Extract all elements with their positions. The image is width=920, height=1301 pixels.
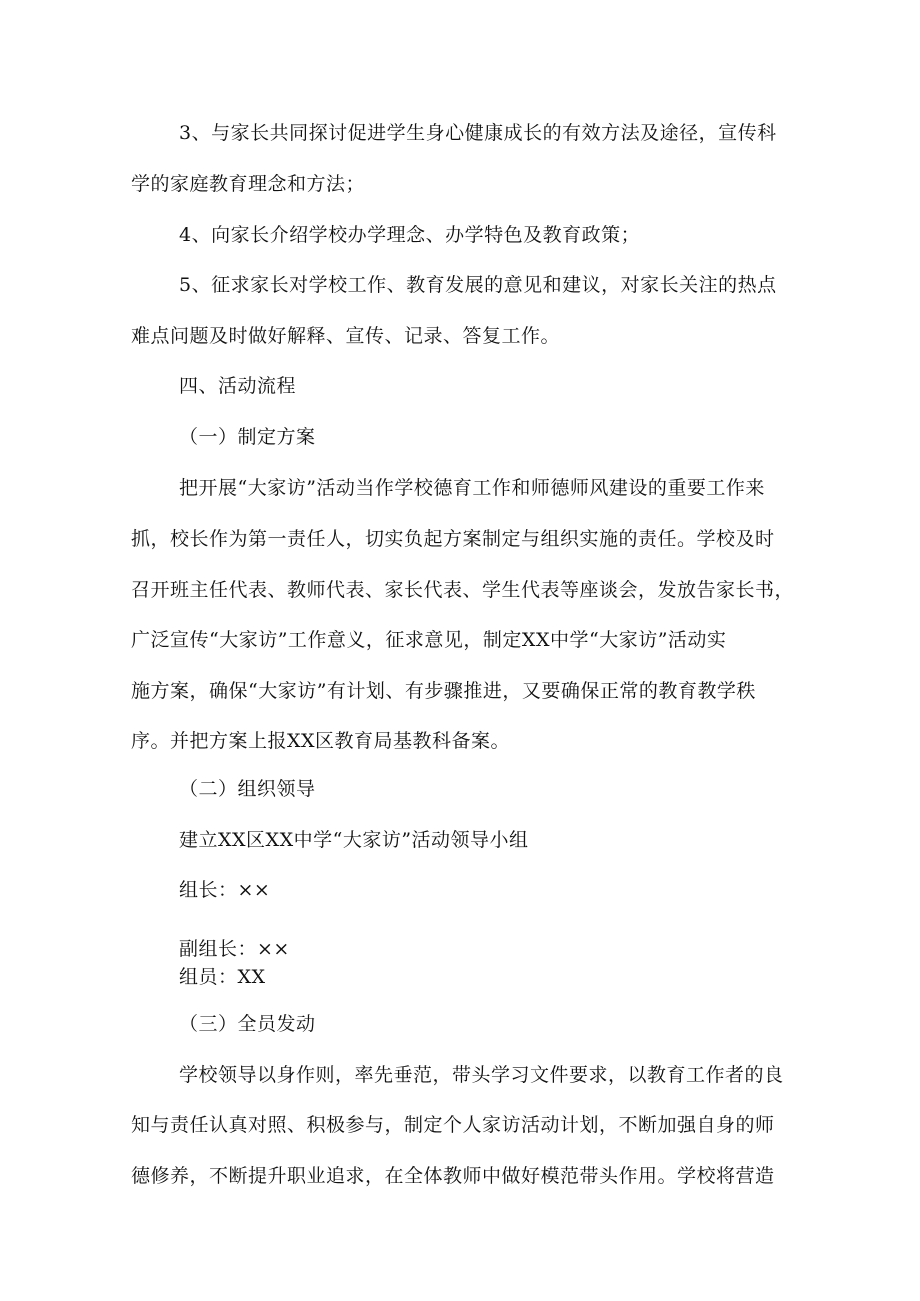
member-line: 组员：XX [179, 966, 266, 988]
member-line: 组长：×× [179, 879, 271, 901]
paragraph-line: 5、征求家长对学校工作、教育发展的意见和建议，对家长关注的热点 [179, 274, 777, 296]
paragraph-line: 建立XX区XX中学“大家访”活动领导小组 [179, 829, 529, 851]
paragraph-line: 难点问题及时做好解释、宣传、记录、答复工作。 [131, 325, 561, 347]
section-heading: 四、活动流程 [179, 375, 297, 397]
subsection-heading: （二）组织领导 [179, 778, 316, 800]
paragraph-line: 序。并把方案上报XX区教育局基教科备案。 [131, 730, 511, 752]
paragraph-line: 知与责任认真对照、积极参与，制定个人家访活动计划，不断加强自身的师 [131, 1114, 775, 1136]
paragraph-line: 施方案，确保“大家访”有计划、有步骤推进，又要确保正常的教育教学秩 [131, 680, 756, 702]
paragraph-line: 学的家庭教育理念和方法； [131, 173, 366, 195]
paragraph-line: 3、与家长共同探讨促进学生身心健康成长的有效方法及途径，宣传科 [179, 122, 777, 144]
paragraph-line: 学校领导以身作则，率先垂范，带头学习文件要求，以教育工作者的良 [179, 1064, 784, 1086]
member-line: 副组长：×× [179, 938, 290, 960]
subsection-heading: （一）制定方案 [179, 426, 316, 448]
paragraph-line: 广泛宣传“大家访”工作意义，征求意见，制定XX中学“大家访”活动实 [131, 629, 727, 651]
subsection-heading: （三）全员发动 [179, 1013, 316, 1035]
paragraph-line: 德修养，不断提升职业追求，在全体教师中做好模范带头作用。学校将营造 [131, 1165, 775, 1187]
paragraph-line: 召开班主任代表、教师代表、家长代表、学生代表等座谈会，发放告家长书， [131, 579, 795, 601]
paragraph-line: 抓，校长作为第一责任人，切实负起方案制定与组织实施的责任。学校及时 [131, 528, 775, 550]
paragraph-line: 4、向家长介绍学校办学理念、办学特色及教育政策； [179, 224, 641, 246]
paragraph-line: 把开展“大家访”活动当作学校德育工作和师德师风建设的重要工作来 [179, 477, 765, 499]
